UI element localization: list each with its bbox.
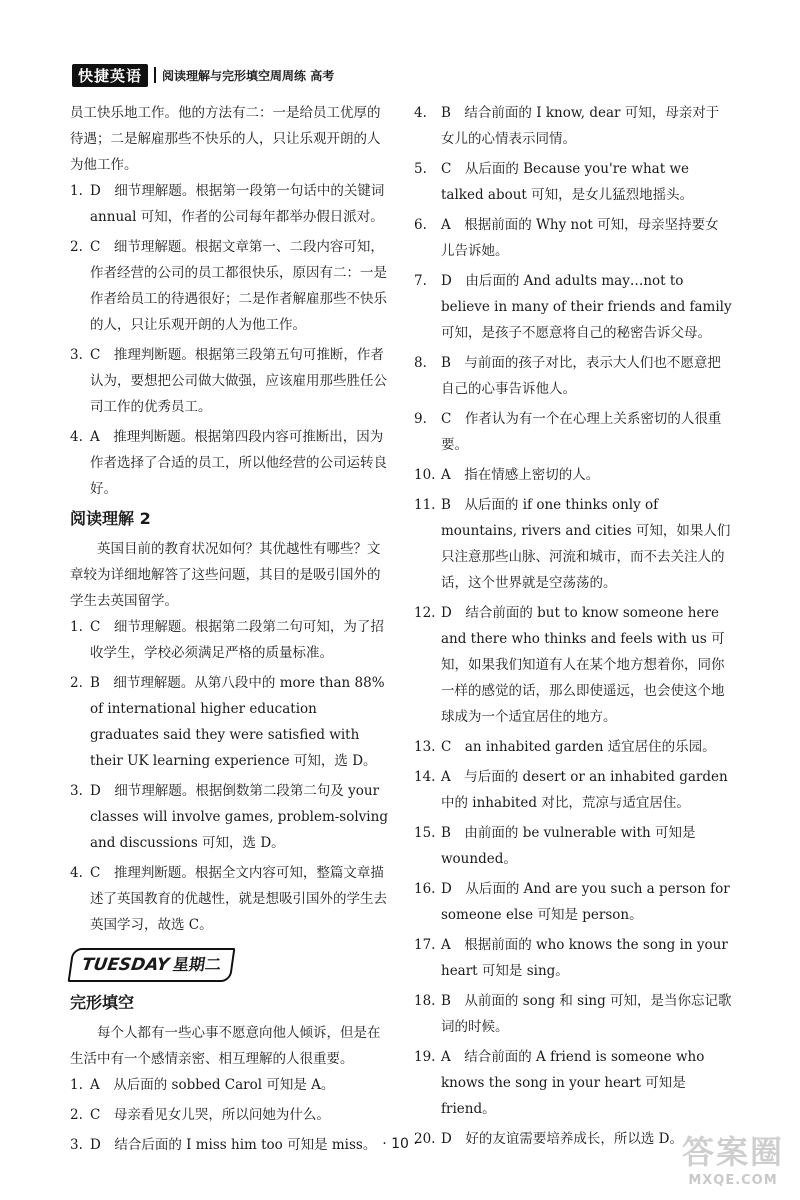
answer-item: 1. C 细节理解题。根据第二段第二句可知，为了招收学生，学校必须满足严格的质量标准。 [70, 619, 384, 661]
answer-item: 3. D 细节理解题。根据倒数第二段第二句及 your classes will involve games, problem-solving and discussions 可知，选 D。 [70, 783, 388, 851]
watermark-logo [682, 1127, 784, 1188]
answer-item: 7. D 由后面的 And adults may…not to believe in many of their friends and family 可知，是孩子不愿意将自己的秘密告诉父母。 [414, 273, 732, 341]
day-banner-tuesday [68, 948, 236, 982]
watermark-url: MXQE.COM [688, 1173, 778, 1188]
answer-item: 11. B 从后面的 if one thinks only of mountains, rivers and cities 可知，如果人们只注意那些山脉、河流和城市，而不去关注人的话，这个世界就是空荡荡的。 [414, 497, 731, 591]
answer-item: 4. A 推理判断题。根据第四段内容可推断出，因为作者选择了合适的员工，所以他经营的公司运转良好。 [70, 429, 387, 497]
answer-item: 8. B 与前面的孩子对比，表示大人们也不愿意把自己的心事告诉他人。 [414, 355, 721, 397]
answer-item: 16. D 从后面的 And are you such a person for someone else 可知是 person。 [414, 881, 730, 923]
answer-item: 18. B 从前面的 song 和 sing 可知，是当你忘记歌词的时候。 [414, 993, 732, 1035]
answer-item: 14. A 与后面的 desert or an inhabited garden 中的 inhabited 对比，荒凉与适宜居住。 [414, 769, 728, 811]
answer-item: 13. C an inhabited garden 适宜居住的乐园。 [414, 739, 716, 755]
answer-item: 15. B 由前面的 be vulnerable with 可知是 wounded。 [414, 825, 696, 867]
page-number: · 10 · [382, 1136, 418, 1152]
answer-item: 4. C 推理判断题。根据全文内容可知，整篇文章描述了英国教育的优越性，就是想吸引国外的学生去英国学习，故选 C。 [70, 865, 387, 933]
answer-item: 1. A 从后面的 sobbed Carol 可知是 A。 [70, 1077, 335, 1093]
answer-item: 4. B 结合前面的 I know, dear 可知，母亲对于女儿的心情表示同情。 [414, 105, 720, 147]
intro-paragraph: 员工快乐地工作。他的方法有二：一是给员工优厚的待遇；二是解雇那些不快乐的人，只让乐观开朗的人为他工作。 [70, 105, 381, 173]
answer-list-1 [70, 178, 388, 502]
brand-logo: 快捷英语 [72, 64, 148, 87]
answer-item: 2. C 母亲看见女儿哭，所以问她为什么。 [70, 1107, 330, 1123]
answer-item: 1. D 细节理解题。根据第一段第一句话中的关键词 annual 可知，作者的公司每年都举办假日派对。 [70, 183, 385, 225]
watermark-mark: 答案圈 [681, 1133, 784, 1171]
answer-item: 12. D 结合前面的 but to know someone here and there who thinks and feels with us 可知，如果我们知道有人在某个地方想着你，同你一样的感觉的话，那么即使遥远，也会使这个地球成为一个适宜居住的地方。 [414, 605, 725, 725]
answer-item: 6. A 根据前面的 Why not 可知，母亲坚持要女儿告诉她。 [414, 217, 719, 259]
day-banner-english: TUESDAY [80, 955, 171, 975]
header-divider [154, 67, 156, 83]
answer-item: 19. A 结合前面的 A friend is someone who knows the song in your heart 可知是 friend。 [414, 1049, 705, 1117]
left-column [70, 100, 388, 1162]
intro-paragraph-2: 英国目前的教育状况如何？其优越性有哪些？文章较为详细地解答了这些问题，其目的是吸引国外的学生去英国留学。 [70, 541, 381, 609]
answer-item: 9. C 作者认为有一个在心理上关系密切的人很重要。 [414, 411, 722, 453]
answer-item: 2. B 细节理解题。从第八段中的 more than 88% of international higher education graduates said they were satisfied with their UK learning experience 可知，选 D。 [70, 675, 385, 769]
header-subtitle: 阅读理解与完形填空周周练 高考 [162, 68, 335, 83]
section-heading-reading-2: 阅读理解 2 [70, 509, 151, 528]
answer-item: 3. C 推理判断题。根据第三段第五句可推断，作者认为，要想把公司做大做强，应该雇用那些胜任公司工作的优秀员工。 [70, 347, 387, 415]
answer-list-2 [70, 614, 388, 938]
intro-paragraph-3: 每个人都有一些心事不愿意向他人倾诉，但是在生活中有一个感情亲密、相互理解的人很重要。 [70, 1025, 381, 1067]
day-banner-chinese: 星期二 [171, 955, 223, 974]
answer-item: 20. D 好的友谊需要培养成长，所以选 D。 [414, 1131, 683, 1147]
answer-item: 3. D 结合后面的 I miss him too 可知是 miss。 [70, 1137, 377, 1153]
answer-item: 17. A 根据前面的 who knows the song in your heart 可知是 sing。 [414, 937, 728, 979]
running-header [72, 64, 334, 86]
answer-item: 5. C 从后面的 Because you're what we talked about 可知，是女儿猛烈地摇头。 [414, 161, 694, 203]
answer-item: 2. C 细节理解题。根据文章第一、二段内容可知，作者经营的公司的员工都很快乐，原因有二：一是作者给员工的待遇很好；二是作者解雇那些不快乐的人，只让乐观开朗的人为他工作。 [70, 239, 387, 333]
answer-item: 10. A 指在情感上密切的人。 [414, 467, 600, 483]
right-column [414, 100, 732, 1156]
section-heading-cloze: 完形填空 [70, 993, 135, 1012]
